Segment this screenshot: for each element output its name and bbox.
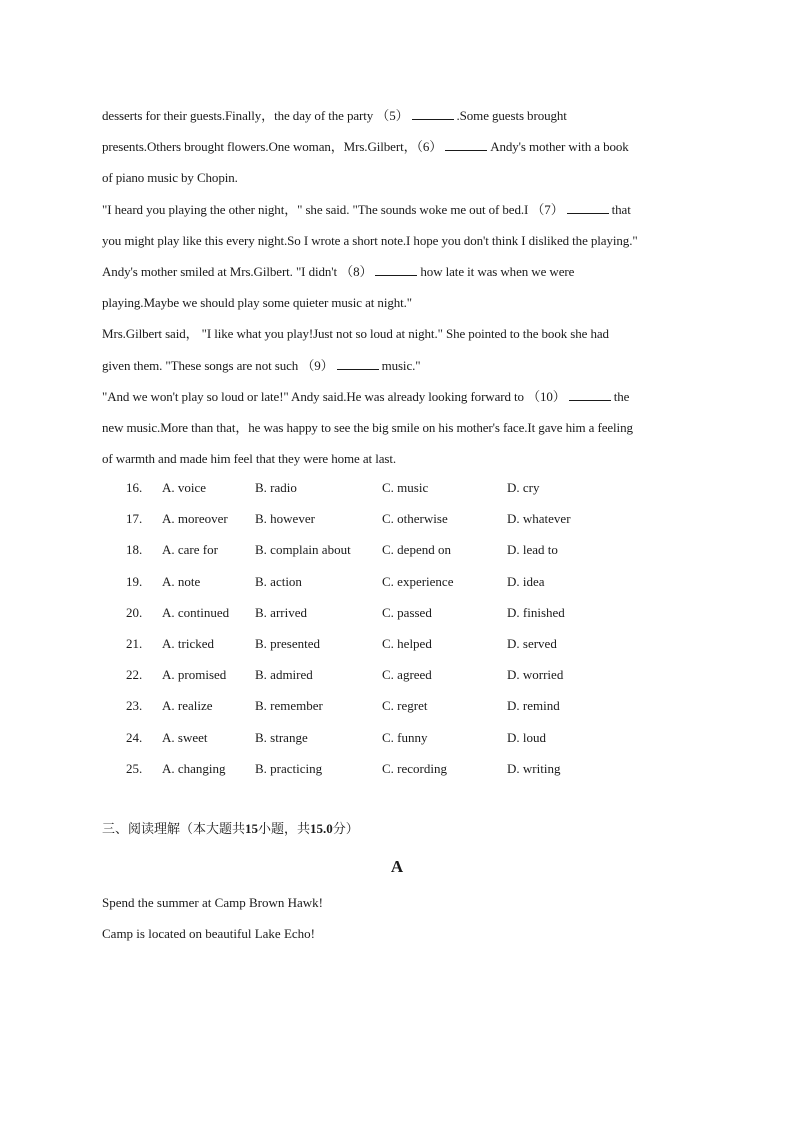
- passage-line: given them. "These songs are not such （9） music.": [102, 357, 421, 373]
- passage-line: desserts for their guests.Finally，the day of the party （5） .Some guests brought: [102, 108, 567, 123]
- option-d: D. lead to: [507, 542, 558, 558]
- passage-line: playing.Maybe we should play some quieter music at night.": [102, 295, 413, 311]
- option-d: D. served: [507, 635, 557, 651]
- answer-blank: [569, 390, 611, 401]
- option-a: A. tricked: [162, 635, 214, 651]
- option-b: B. remember: [255, 698, 323, 714]
- question-row: [124, 503, 704, 534]
- option-a: A. realize: [162, 698, 213, 714]
- option-c: C. regret: [382, 698, 428, 714]
- option-c: C. funny: [382, 729, 428, 745]
- question-row: [124, 534, 704, 565]
- passage-line: presents.Others brought flowers.One woman，Mrs.Gilbert，（6） Andy's mother with a book: [102, 139, 629, 155]
- option-b: B. action: [255, 573, 302, 589]
- option-c: C. agreed: [382, 667, 432, 683]
- question-number: 25.: [126, 760, 143, 776]
- passage-line: of warmth and made him feel that they were home at last.: [102, 451, 397, 467]
- option-a: A. note: [162, 573, 201, 589]
- option-a: A. changing: [162, 760, 226, 776]
- option-d: D. cry: [507, 480, 540, 495]
- section-title: 三、阅读理解（本大题共15小题，共15.0分）: [102, 821, 359, 837]
- option-b: B. strange: [255, 729, 308, 745]
- intro-line: Spend the summer at Camp Brown Hawk!: [102, 895, 323, 910]
- question-number: 16.: [126, 480, 143, 495]
- option-c: C. otherwise: [382, 511, 448, 527]
- question-row: [124, 628, 704, 659]
- question-number: 21.: [126, 635, 143, 651]
- total-score: 15.0: [310, 821, 333, 836]
- passage-line: new music.More than that，he was happy to see the big smile on his mother's face.It gave him a feeling: [102, 419, 633, 435]
- cloze-passage: [102, 100, 702, 474]
- option-b: B. presented: [255, 635, 320, 651]
- option-a: A. promised: [162, 667, 227, 683]
- option-b: B. practicing: [255, 760, 323, 776]
- question-number: 19.: [126, 573, 143, 589]
- option-d: D. writing: [507, 760, 561, 776]
- question-number: 17.: [126, 511, 143, 527]
- intro-line: Camp is located on beautiful Lake Echo!: [102, 926, 315, 942]
- reading-intro: [102, 887, 323, 949]
- passage-line: Andy's mother smiled at Mrs.Gilbert. "I didn't （8） how late it was when we were: [102, 263, 575, 279]
- option-d: D. remind: [507, 698, 560, 714]
- question-row: [124, 566, 704, 597]
- option-a: A. care for: [162, 542, 218, 558]
- answer-blank: [567, 203, 609, 214]
- question-row: [124, 722, 704, 753]
- option-c: C. recording: [382, 760, 447, 776]
- option-a: A. sweet: [162, 729, 208, 745]
- option-c: C. experience: [382, 573, 454, 589]
- question-row: [124, 597, 704, 628]
- question-number: 22.: [126, 667, 143, 683]
- option-d: D. whatever: [507, 511, 571, 527]
- question-number: 20.: [126, 604, 143, 620]
- passage-line: you might play like this every night.So I wrote a short note.I hope you don't think I disliked the playing.": [102, 232, 638, 248]
- option-d: D. loud: [507, 729, 546, 745]
- option-b: B. complain about: [255, 542, 351, 558]
- question-row: [124, 690, 704, 721]
- question-count: 15: [245, 821, 259, 836]
- answer-blank: [412, 109, 454, 120]
- question-number: 23.: [126, 698, 143, 714]
- answer-blank: [375, 265, 417, 276]
- question-number: 24.: [126, 729, 143, 745]
- option-c: C. helped: [382, 635, 432, 651]
- option-b: B. however: [255, 511, 315, 527]
- option-a: A. voice: [162, 480, 207, 495]
- option-b: B. radio: [255, 480, 297, 495]
- question-row: [124, 659, 704, 690]
- passage-line: "And we won't play so loud or late!" Andy said.He was already looking forward to （10） the: [102, 388, 630, 404]
- option-d: D. worried: [507, 667, 564, 683]
- passage-line: Mrs.Gilbert said， "I like what you play!Just not so loud at night." She pointed to the book she had: [102, 326, 609, 342]
- option-b: B. arrived: [255, 604, 307, 620]
- part-heading: A: [390, 857, 404, 876]
- answer-blank: [337, 359, 379, 370]
- option-b: B. admired: [255, 667, 313, 683]
- question-number: 18.: [126, 542, 143, 558]
- question-row: [124, 753, 704, 784]
- passage-line: of piano music by Chopin.: [102, 170, 238, 186]
- passage-line: "I heard you playing the other night，" she said. "The sounds woke me out of bed.I （7） that: [102, 201, 631, 217]
- option-d: D. idea: [507, 573, 545, 589]
- answer-blank: [445, 140, 487, 151]
- option-c: C. depend on: [382, 542, 451, 558]
- option-d: D. finished: [507, 604, 565, 620]
- option-a: A. continued: [162, 604, 230, 620]
- option-a: A. moreover: [162, 511, 228, 527]
- question-row: [124, 472, 704, 503]
- option-c: C. music: [382, 480, 429, 495]
- answer-options-list: [124, 472, 704, 784]
- option-c: C. passed: [382, 604, 432, 620]
